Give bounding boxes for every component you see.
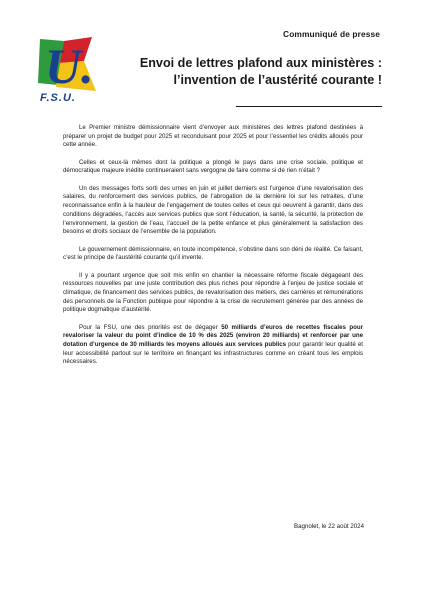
headline-line-1: Envoi de lettres plafond aux ministères : <box>139 56 382 70</box>
headline-underline <box>236 106 382 107</box>
svg-text:U.: U. <box>45 38 94 94</box>
paragraph-6-intro: Pour la FSU, une des priorités est de dégager <box>79 323 222 331</box>
paragraph-2: Celles et ceux-là mêmes dont la politique a plongé le pays dans une crise sociale, politique et démocratique majeure inédite continueraient sans vergogne de faire comme si de rien n’était ? <box>63 158 363 175</box>
fsu-logo <box>34 35 102 99</box>
paragraph-6 <box>63 324 363 368</box>
press-release-body <box>63 124 363 376</box>
fsu-logo-graphic <box>34 35 102 99</box>
paragraph-1: Le Premier ministre démissionnaire vient d’envoyer aux ministères des lettres plafond destinées à préparer un projet de budget pour 2025 et reconduisant pour 2025 et pour l’essentiel les crédits alloués pour cette année. <box>63 124 363 149</box>
paragraph-6-bold: 50 milliards d’euros de recettes fiscales pour revaloriser la valeur du point d’indice de 10 % dès 2025 (environ 20 milliards) et renforcer par une dotation d’urgence de 30 milliards les moyens alloués aux services publics <box>63 323 363 349</box>
headline-line-2: l’invention de l’austérité courante ! <box>173 72 382 87</box>
fsu-logo-caption: F.S.U. <box>40 92 76 104</box>
press-release-kicker: Communiqué de presse <box>283 29 380 39</box>
paragraph-5: Il y a pourtant urgence que soit mis enfin en chantier la nécessaire réforme fiscale dégageant des ressources nouvelles par une juste contribution des plus riches pour répondre à l’enjeu de justice sociale et climatique, de financement des services publics, de revalorisation des métiers, des carrières et rémunérations des personnels de la Fonction publique pour répondre à la crise de recrutement générée par des années de politique dogmatique d’austérité. <box>63 271 363 314</box>
paragraph-6-end: pour garantir leur qualité et leur accessibilité partout sur le territoire en finançant les infrastructures comme en créant tous les emplois nécessaires. <box>63 341 363 366</box>
place-and-date: Bagnolet, le 22 août 2024 <box>294 523 364 530</box>
paragraph-4: Le gouvernement démissionnaire, en toute incompétence, s’obstine dans son déni de réalité. Ce faisant, c’est le principe de l’austérité courante qu’il invente. <box>63 245 363 262</box>
headline <box>112 55 382 88</box>
paragraph-3: Un des messages forts sorti des urnes en juin et juillet derniers est l’urgence d’une revalorisation des salaires, du renforcement des services publics, de l’abrogation de la dernière loi sur les retraites, d’une reconnaissance enfin à la hauteur de l’engagement de toutes celles et ceux qui oeuvrent à garantir, dans des conditions dégradées, l’accès aux services publics que sont l’éducation, la santé, la sécurité, la protection de l’environnement, la gestion de l’eau, l’accueil de la petite enfance et plus généralement la satisfaction des besoins et droits sociaux de l’ensemble de la population. <box>63 184 363 236</box>
